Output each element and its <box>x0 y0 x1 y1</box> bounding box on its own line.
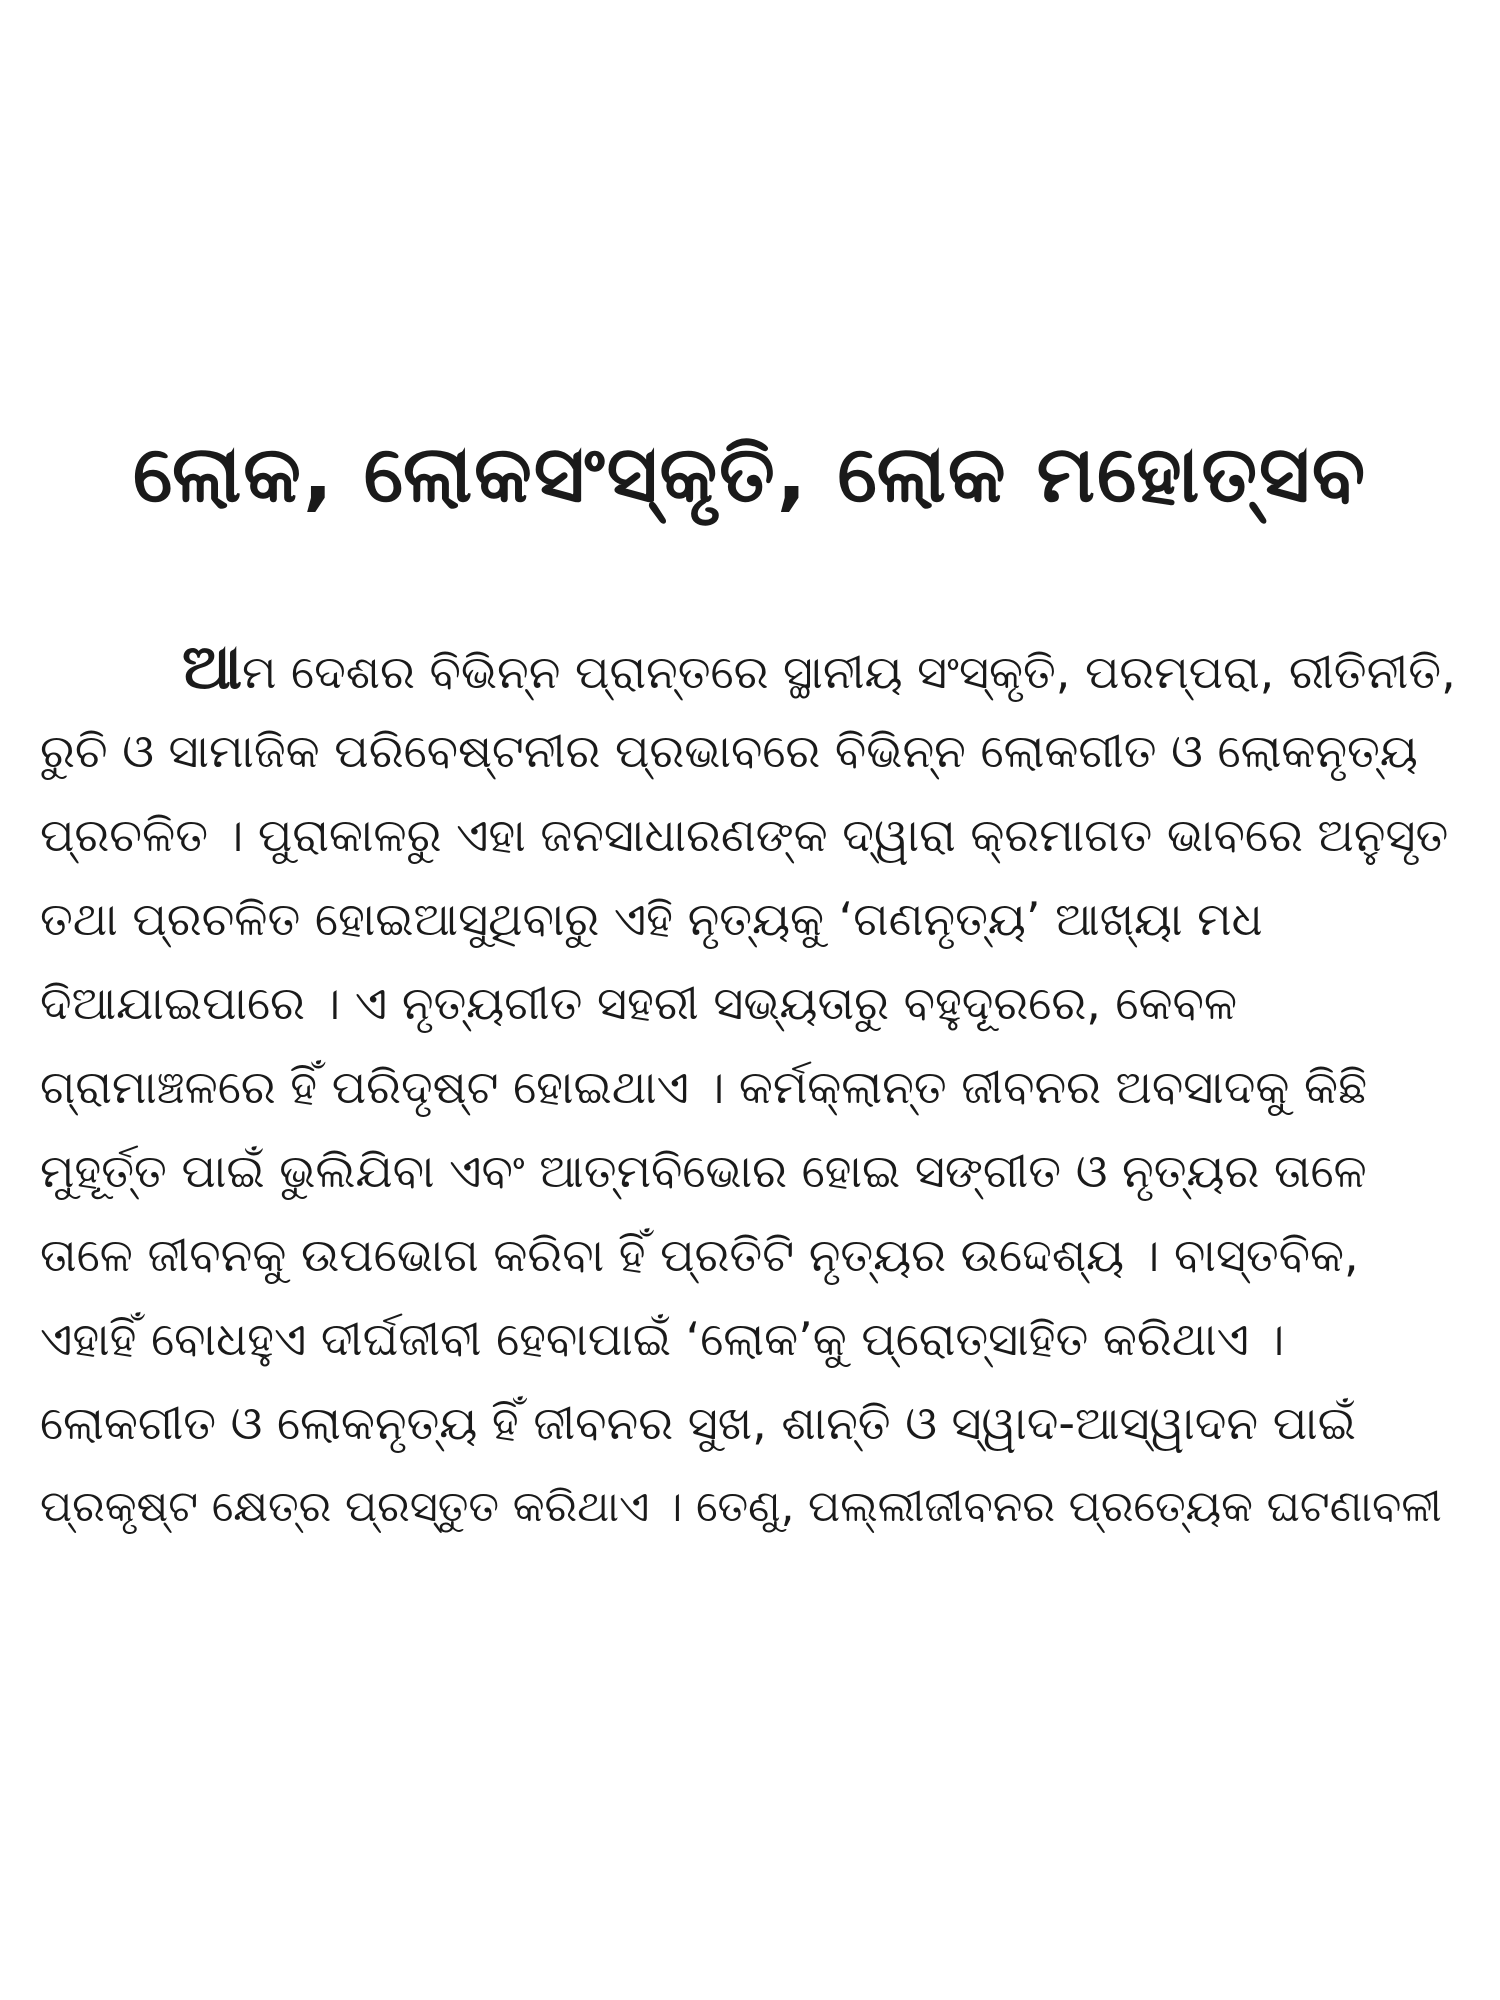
paragraph-line-1-text <box>182 625 1456 714</box>
body-paragraph <box>40 625 1460 1549</box>
paragraph-line-1 <box>40 625 1460 709</box>
paragraph-line-3: ପ୍ରଚଳିତ । ପୁରାକାଳରୁ ଏହା ଜନସାଧାରଣଙ୍କ ଦ୍ୱାରା କ୍ରମାଗତ ଭାବରେ ଅନୁସୃତ <box>40 808 1449 862</box>
page-title: ଲୋକ, ଲୋକସଂସ୍କୃତି, ଲୋକ ମହୋତ୍ସବ <box>132 430 1368 520</box>
paragraph-line-7: ମୁହୂର୍ତ୍ତ ପାଇଁ ଭୁଲିଯିବା ଏବଂ ଆତ୍ମବିଭୋର ହୋଇ ସଙ୍ଗୀତ ଓ ନୃତ୍ୟର ତାଳେ <box>40 1144 1367 1198</box>
paragraph-line-4: ତଥା ପ୍ରଚଳିତ ହୋଇଆସୁଥିବାରୁ ଏହି ନୃତ୍ୟକୁ ‘ଗଣନୃତ୍ୟ’ ଆଖ୍ୟା ମଧ <box>40 892 1263 946</box>
paragraph-line-8: ତାଳେ ଜୀବନକୁ ଉପଭୋଗ କରିବା ହିଁ ପ୍ରତିଟି ନୃତ୍ୟର ଉଦ୍ଦେଶ୍ୟ । ବାସ୍ତବିକ, <box>40 1228 1359 1282</box>
paragraph-line-10: ଲୋକଗୀତ ଓ ଲୋକନୃତ୍ୟ ହିଁ ଜୀବନର ସୁଖ, ଶାନ୍ତି ଓ ସ୍ୱାଦ-ଆସ୍ୱାଦନ ପାଇଁ <box>40 1396 1356 1450</box>
paragraph-line-11: ପ୍ରକୃଷ୍ଟ କ୍ଷେତ୍ର ପ୍ରସ୍ତୁତ କରିଥାଏ । ତେଣୁ, ପଲ୍ଲୀଜୀବନର ପ୍ରତ୍ୟେକ ଘଟଣାବଳୀ <box>40 1482 1442 1532</box>
first-line-rest: ମ ଦେଶର ବିଭିନ୍ନ ପ୍ରାନ୍ତରେ ସ୍ଥାନୀୟ ସଂସ୍କୃତି, ପରମ୍ପରା, ରୀତିନୀତି, <box>242 645 1456 699</box>
paragraph-line-5: ଦିଆଯାଇପାରେ । ଏ ନୃତ୍ୟଗୀତ ସହରୀ ସଭ୍ୟତାରୁ ବହୁଦୂରରେ, କେବଳ <box>40 976 1238 1030</box>
drop-cap-initial: ଆ <box>182 630 243 703</box>
paragraph-line-6: ଗ୍ରାମାଞ୍ଚଳରେ ହିଁ ପରିଦୃଷ୍ଟ ହୋଇଥାଏ । କର୍ମକ୍ଲାନ୍ତ ଜୀବନର ଅବସାଦକୁ କିଛି <box>40 1060 1368 1114</box>
paragraph-line-9: ଏହାହିଁ ବୋଧହୁଏ ଦୀର୍ଘଜୀବୀ ହେବାପାଇଁ ‘ଲୋକ’କୁ ପ୍ରୋତ୍ସାହିତ କରିଥାଏ । <box>40 1312 1285 1366</box>
paragraph-line-2: ରୁଚି ଓ ସାମାଜିକ ପରିବେଷ୍ଟନୀର ପ୍ରଭାବରେ ବିଭିନ୍ନ ଲୋକଗୀତ ଓ ଲୋକନୃତ୍ୟ <box>40 724 1418 778</box>
